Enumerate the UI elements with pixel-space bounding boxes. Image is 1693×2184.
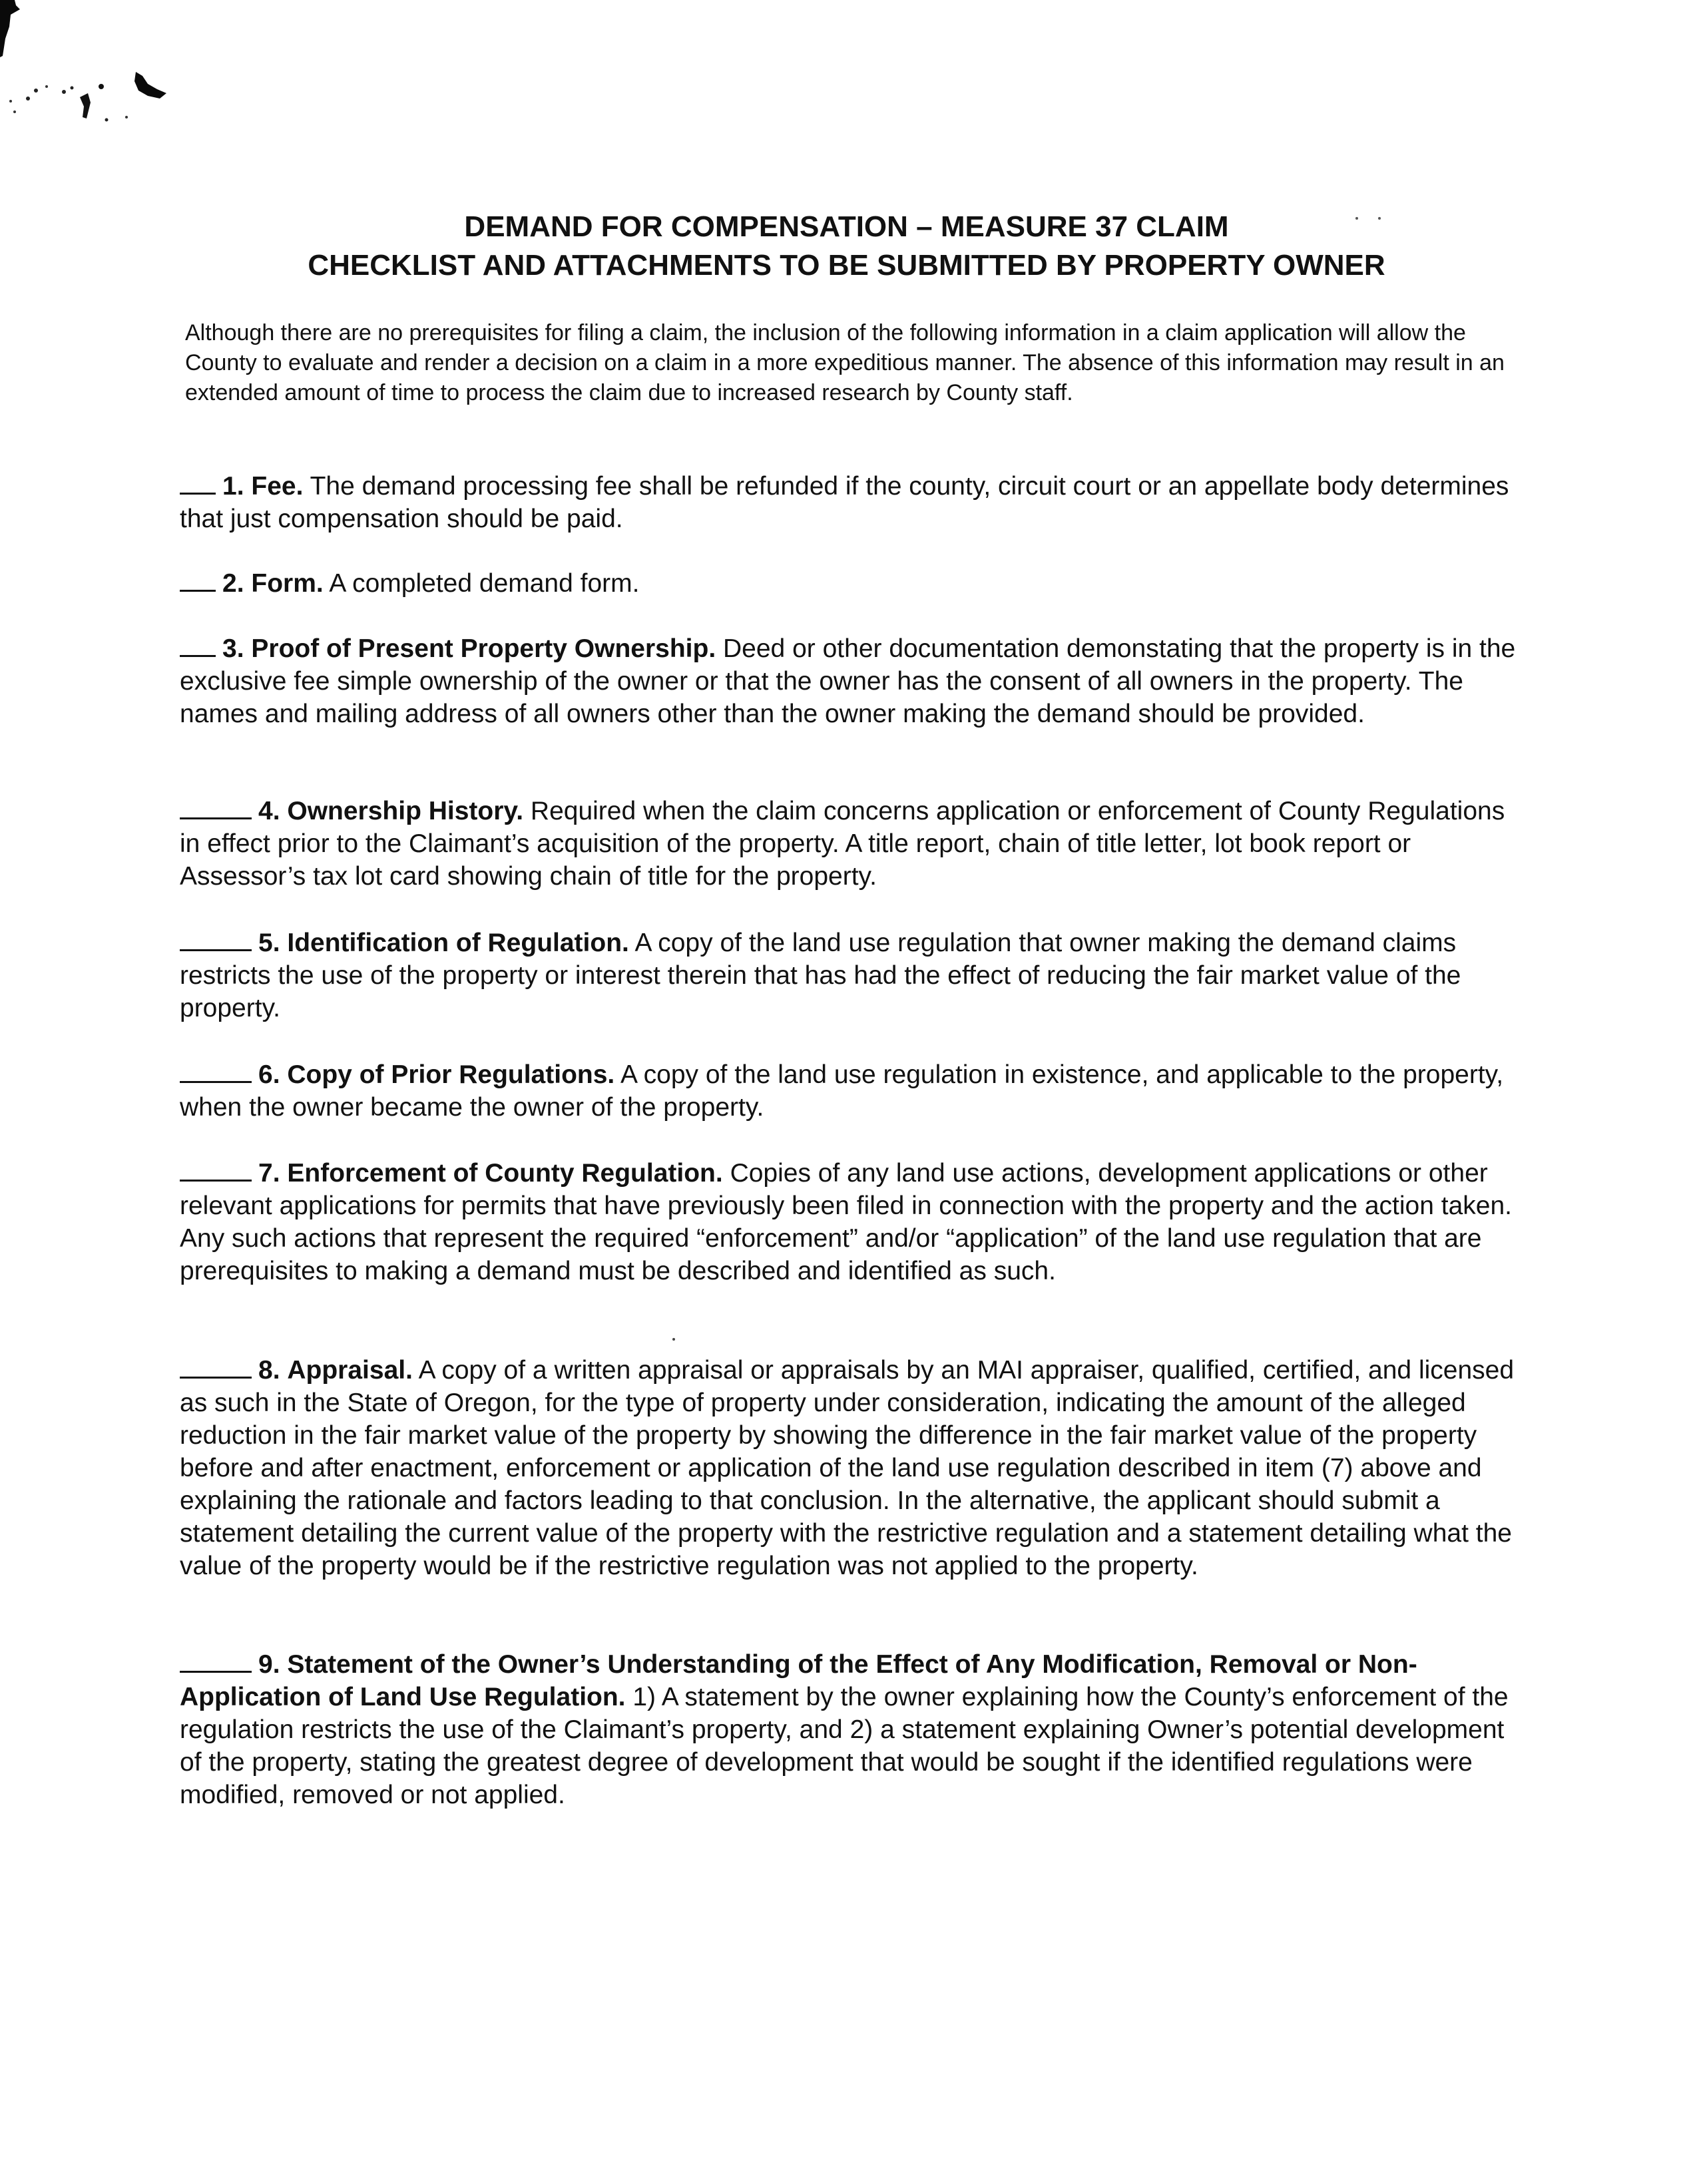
item-number: 2. — [222, 569, 244, 598]
checklist-item-form — [180, 567, 1518, 600]
item-text: A copy of the land use regulation in existence, and applicable to the property, when the owner became the owner of the property. — [180, 1060, 1504, 1122]
item-text: Deed or other documentation demonstating that the property is in the exclusive fee simple ownership of the owner or that the owner has the consent of all owners in the property. The names and mailing address of all owners other than the owner making the demand should be provided. — [180, 634, 1516, 728]
checklist-item-fee — [180, 470, 1518, 535]
check-blank[interactable] — [180, 473, 216, 495]
checklist-item-identification-of-regulation — [180, 927, 1518, 1024]
scan-speck — [672, 1338, 675, 1341]
item-number: 8. — [258, 1356, 280, 1385]
checklist-item-prior-regulations — [180, 1058, 1518, 1124]
item-heading: Proof of Present Property Ownership. — [251, 634, 716, 663]
checklist-item-owner-statement — [180, 1648, 1518, 1811]
checklist-item-appraisal — [180, 1354, 1518, 1582]
item-heading: Appraisal. — [287, 1356, 413, 1385]
item-text: 1) A statement by the owner explaining how the County’s enforcement of the regulation restricts the use of the Claimant’s property, and 2) a statement explaining Owner’s potential development of the property, stating the greatest degree of development that would be sought if the identified regulations were modified, removed or not applied. — [180, 1683, 1509, 1809]
check-blank[interactable] — [180, 1061, 252, 1083]
item-text: A copy of the land use regulation that owner making the demand claims restricts the use of the property or interest therein that has had the effect of reducing the fair market value of the property. — [180, 929, 1461, 1022]
item-number: 6. — [258, 1060, 280, 1089]
checklist-item-enforcement — [180, 1157, 1518, 1287]
item-text: Copies of any land use actions, development applications or other relevant applications for permits that have previously been filed in connection with the property and the action taken. Any such actions that represent the required “enforcement” and/or “application” of the land use regulation that are prerequisites to making a demand must be described and identified as such. — [180, 1159, 1513, 1285]
item-text: A copy of a written appraisal or appraisals by an MAI appraiser, qualified, certified, and licensed as such in the State of Oregon, for the type of property under consideration, indicating the amount of the alleged reduction in the fair market value of the property by showing the difference in the fair market value of the property before and after enactment, enforcement or application of the land use regulation described in item (7) above and explaining the rationale and factors leading to that conclusion. In the alternative, the applicant should submit a statement detailing the current value of the property with the restrictive regulation and a statement detailing what the value of the property would be if the restrictive regulation was not applied to the property. — [180, 1356, 1515, 1580]
item-heading: Ownership History. — [287, 797, 524, 825]
item-number: 7. — [258, 1159, 280, 1188]
check-blank[interactable] — [180, 929, 252, 951]
item-number: 4. — [258, 797, 280, 825]
scan-artifact-marks — [0, 0, 200, 133]
item-heading: Enforcement of County Regulation. — [287, 1159, 723, 1188]
intro-paragraph: Although there are no prerequisites for filing a claim, the inclusion of the following information in a claim application will allow the County to evaluate and render a decision on a claim in a more expeditious manner. The absence of this information may result in an extended amount of time to process the claim due to increased research by County staff. — [185, 320, 1505, 405]
check-blank[interactable] — [180, 635, 216, 657]
item-number: 1. — [222, 472, 244, 501]
item-heading: Statement of the Owner’s Understanding of the Effect of Any Modification, Removal or Non-Application of Land Use Regulation. — [180, 1650, 1417, 1711]
item-text: Required when the claim concerns application or enforcement of County Regulations in effect prior to the Claimant’s acquisition of the property. A title report, chain of title letter, lot book report or Assessor’s tax lot card showing chain of title for the property. — [180, 797, 1505, 891]
checklist-item-ownership-history — [180, 795, 1518, 893]
check-blank[interactable] — [180, 1357, 252, 1379]
item-number: 5. — [258, 929, 280, 957]
item-text: A completed demand form. — [329, 569, 640, 598]
item-text: The demand processing fee shall be refunded if the county, circuit court or an appellate body determines that just compensation should be paid. — [180, 472, 1509, 533]
item-number: 3. — [222, 634, 244, 663]
check-blank[interactable] — [180, 797, 252, 819]
item-heading: Fee. — [251, 472, 304, 501]
item-heading: Copy of Prior Regulations. — [287, 1060, 615, 1089]
check-blank[interactable] — [180, 1651, 252, 1673]
item-heading: Form. — [251, 569, 324, 598]
title-line-1: DEMAND FOR COMPENSATION – MEASURE 37 CLAIM — [464, 210, 1229, 243]
title-line-2: CHECKLIST AND ATTACHMENTS TO BE SUBMITTED BY PROPERTY OWNER — [308, 249, 1385, 282]
checklist-item-proof-of-ownership — [180, 632, 1518, 730]
item-number: 9. — [258, 1650, 280, 1679]
check-blank[interactable] — [180, 570, 216, 592]
page-title — [0, 208, 1693, 285]
check-blank[interactable] — [180, 1160, 252, 1182]
item-heading: Identification of Regulation. — [287, 929, 629, 957]
